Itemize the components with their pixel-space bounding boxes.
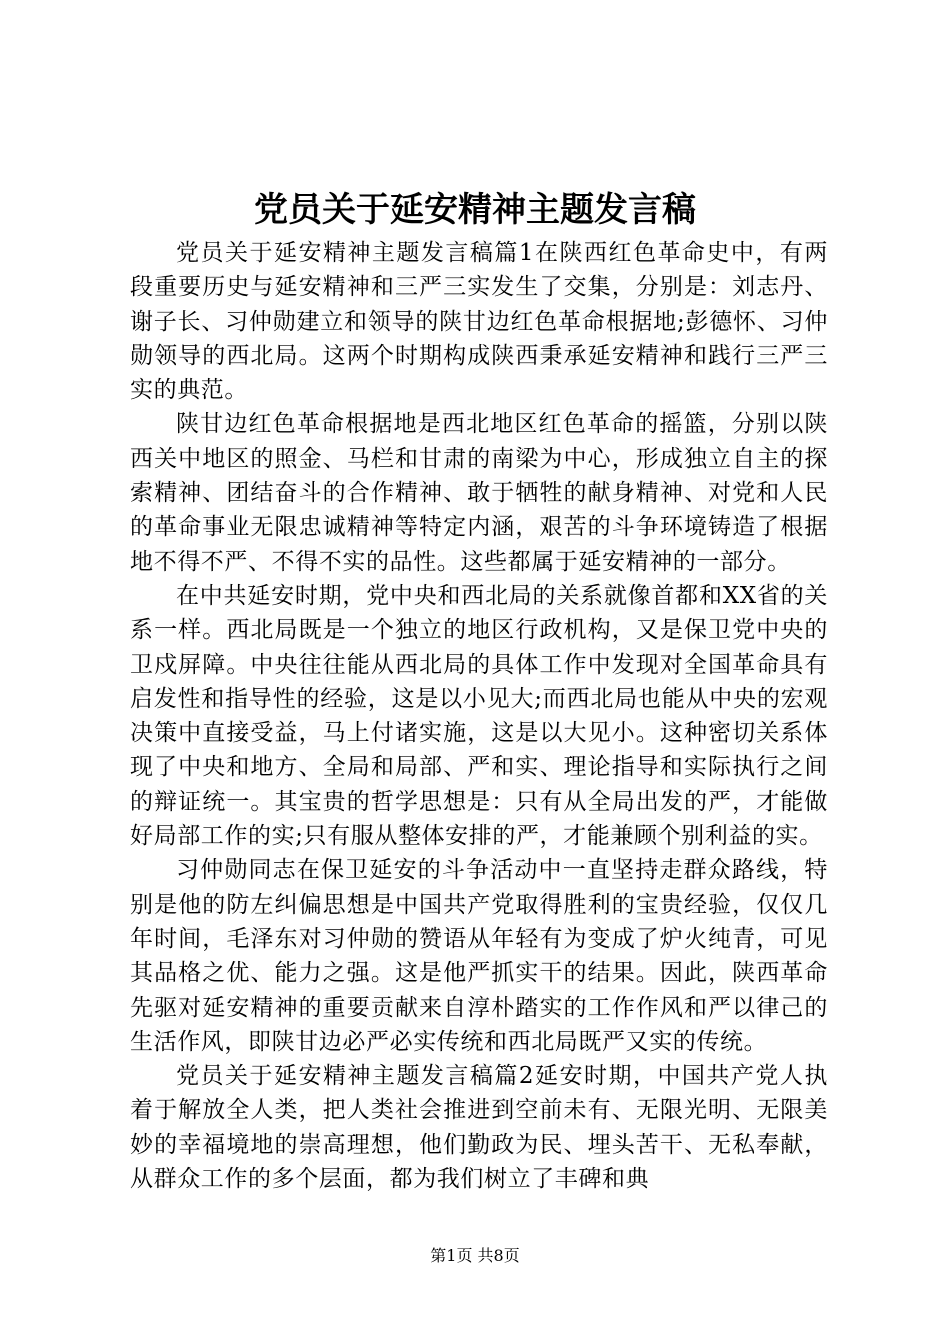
paragraph-1: 党员关于延安精神主题发言稿篇1在陕西红色革命史中，有两段重要历史与延安精神和三严三实发生了交集，分别是：刘志丹、谢子长、习仲勋建立和领导的陕甘边红色革命根据地;彭德怀、习仲勋领导的西北局。这两个时期构成陕西秉承延安精神和践行三严三实的典范。 [130,240,828,404]
paragraph-5: 党员关于延安精神主题发言稿篇2延安时期，中国共产党人执着于解放全人类，把人类社会推进到空前未有、无限光明、无限美妙的幸福境地的崇高理想，他们勤政为民、埋头苦干、无私奉献，从群众工作的多个层面，都为我们树立了丰碑和典 [130,1063,828,1193]
paragraph-4: 习仲勋同志在保卫延安的斗争活动中一直坚持走群众路线，特别是他的防左纠偏思想是中国共产党取得胜利的宝贵经验，仅仅几年时间，毛泽东对习仲勋的赞语从年轻有为变成了炉火纯青，可见其品格之优、能力之强。这是他严抓实干的结果。因此，陕西革命先驱对延安精神的重要贡献来自淳朴踏实的工作作风和严以律己的生活作风，即陕甘边必严必实传统和西北局既严又实的传统。 [130,857,828,1055]
page-number-footer: 第1页 共8页 [430,1246,520,1265]
document-body [130,236,828,1196]
paragraph-3: 在中共延安时期，党中央和西北局的关系就像首都和XX省的关系一样。西北局既是一个独立的地区行政机构，又是保卫党中央的卫戍屏障。中央往往能从西北局的具体工作中发现对全国革命具有启发性和指导性的经验，这是以小见大;而西北局也能从中央的宏观决策中直接受益，马上付诸实施，这是以大见小。这种密切关系体现了中央和地方、全局和局部、严和实、理论指导和实际执行之间的辩证统一。其宝贵的哲学思想是：只有从全局出发的严，才能做好局部工作的实;只有服从整体安排的严，才能兼顾个别利益的实。 [130,582,828,850]
paragraph-2: 陕甘边红色革命根据地是西北地区红色革命的摇篮，分别以陕西关中地区的照金、马栏和甘肃的南梁为中心，形成独立自主的探索精神、团结奋斗的合作精神、敢于牺牲的献身精神、对党和人民的革命事业无限忠诚精神等特定内涵，艰苦的斗争环境铸造了根据地不得不严、不得不实的品性。这些都属于延安精神的一部分。 [130,411,828,575]
document-title: 党员关于延安精神主题发言稿 [254,190,696,230]
